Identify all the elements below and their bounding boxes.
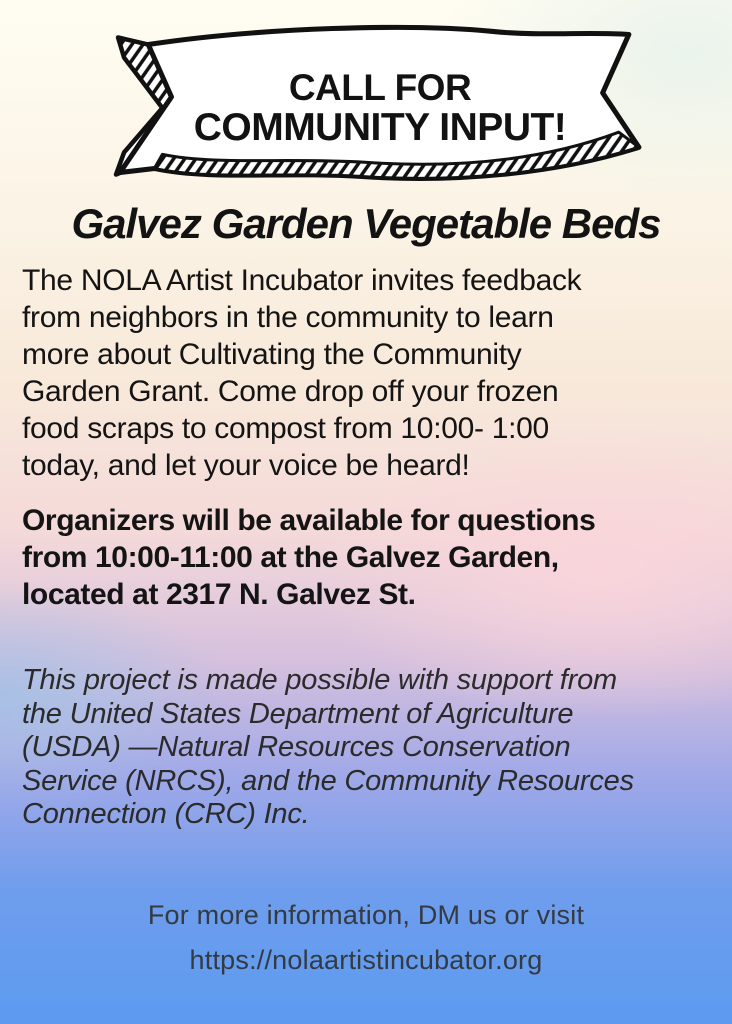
support-line: the United States Department of Agriculture [22, 697, 574, 730]
intro-line: from neighbors in the community to learn [22, 301, 554, 334]
organizers-line: from 10:00-11:00 at the Galvez Garden, [22, 541, 559, 574]
intro-line: The NOLA Artist Incubator invites feedback [22, 264, 582, 297]
support-line: This project is made possible with support from [22, 664, 618, 696]
banner-headline-line2: COMMUNITY INPUT! [193, 106, 567, 150]
intro-line: food scraps to compost from 10:00- 1:00 [22, 412, 549, 445]
banner-headline-line1: CALL FOR [288, 67, 472, 108]
footer-line: For more information, DM us or visit [147, 900, 585, 930]
support-line: Connection (CRC) Inc. [22, 798, 310, 830]
support-credit-paragraph [22, 664, 714, 832]
banner-headline [110, 68, 650, 149]
footer-url: https://nolaartistincubator.org [189, 945, 543, 975]
footer-info [0, 893, 732, 983]
intro-line: more about Cultivating the Community [22, 338, 522, 371]
support-line: (USDA) —Natural Resources Conservation [22, 731, 571, 763]
organizers-line: Organizers will be available for questions [22, 504, 596, 537]
ribbon-banner [110, 20, 650, 196]
organizers-line: located at 2317 N. Galvez St. [22, 578, 416, 611]
organizers-paragraph [22, 502, 714, 613]
page-title: Galvez Garden Vegetable Beds [71, 200, 661, 247]
intro-line: today, and let your voice be heard! [22, 449, 470, 482]
intro-line: Garden Grant. Come drop off your frozen [22, 375, 559, 408]
support-line: Service (NRCS), and the Community Resources [22, 764, 634, 797]
intro-paragraph [22, 262, 714, 484]
